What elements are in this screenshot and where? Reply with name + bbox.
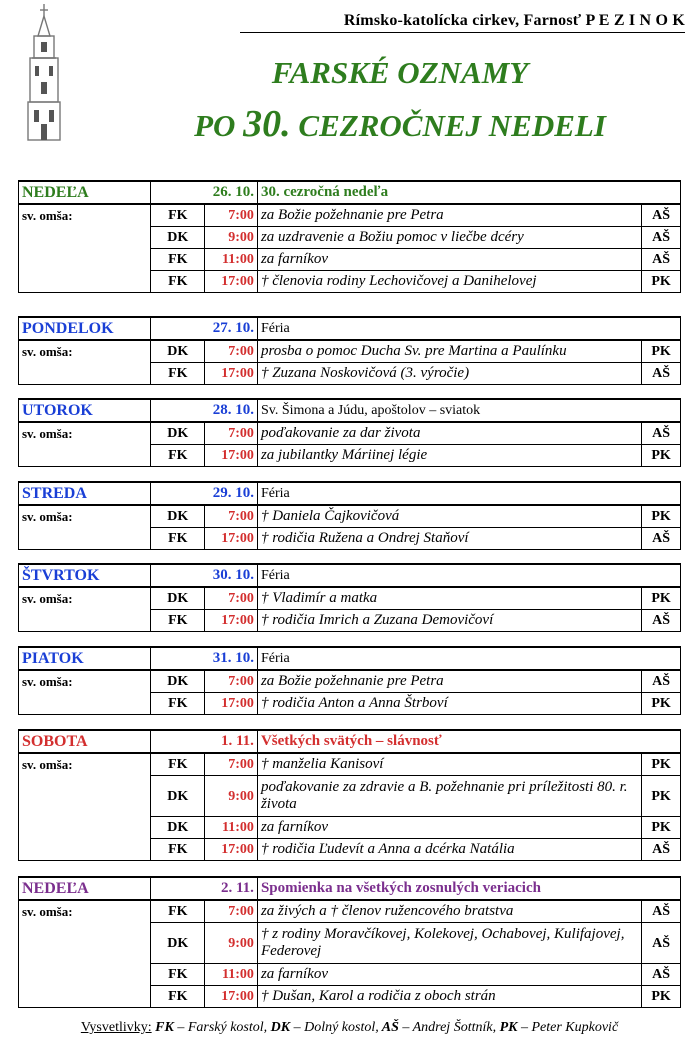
day-block [18,398,681,467]
day-name: PIATOK [19,647,151,670]
mass-church: DK [151,923,205,964]
mass-time: 17:00 [205,610,258,632]
legend-key: AŠ [378,1020,399,1035]
mass-priest: PK [642,340,681,363]
page-header [0,0,700,170]
mass-priest: AŠ [642,204,681,227]
mass-church: DK [151,505,205,528]
day-name: NEDEĽA [19,181,151,204]
mass-intention: za uzdravenie a Božiu pomoc v liečbe dcéry [257,227,641,249]
mass-time: 7:00 [205,422,258,445]
day-feast: Féria [257,317,680,340]
mass-priest: PK [642,505,681,528]
mass-intention: † Vladimír a matka [257,587,641,610]
parish-name: Rímsko-katolícka cirkev, Farnosť P E Z I N O K [240,12,685,33]
mass-row [19,340,681,363]
legend-value: – Farský kostol, [173,1020,268,1035]
mass-time: 7:00 [205,340,258,363]
mass-time: 11:00 [205,817,258,839]
mass-church: FK [151,900,205,923]
mass-intention: † rodičia Ružena a Ondrej Staňoví [257,528,641,550]
day-feast: Féria [257,482,680,505]
mass-intention: † manželia Kanisoví [257,753,641,776]
day-name: SOBOTA [19,730,151,753]
mass-church: FK [151,445,205,467]
mass-church: FK [151,693,205,715]
mass-church: DK [151,587,205,610]
legend-key: FK [155,1020,174,1035]
mass-time: 17:00 [205,839,258,861]
mass-intention: † rodičia Ľudevít a Anna a dcérka Natália [257,839,641,861]
mass-time: 9:00 [205,227,258,249]
mass-intention: za jubilantky Máriinej légie [257,445,641,467]
day-block [18,563,681,632]
mass-church: DK [151,227,205,249]
mass-church: FK [151,964,205,986]
mass-intention: † členovia rodiny Lechovičovej a Danihelovej [257,271,641,293]
mass-church: DK [151,776,205,817]
mass-time: 11:00 [205,964,258,986]
day-name: ŠTVRTOK [19,564,151,587]
mass-intention: † Dušan, Karol a rodičia z oboch strán [257,986,641,1008]
mass-label: sv. omša: [19,753,151,861]
day-block [18,729,681,861]
mass-time: 7:00 [205,670,258,693]
legend-key: PK [496,1020,518,1035]
day-block [18,316,681,385]
mass-label: sv. omša: [19,340,151,385]
day-block [18,180,681,293]
mass-time: 11:00 [205,249,258,271]
mass-label: sv. omša: [19,422,151,467]
mass-church: DK [151,340,205,363]
day-date: 27. 10. [151,317,258,340]
day-feast: Spomienka na všetkých zosnulých veriacich [257,877,680,900]
mass-priest: AŠ [642,964,681,986]
mass-row [19,587,681,610]
day-date: 26. 10. [151,181,258,204]
mass-time: 17:00 [205,445,258,467]
mass-priest: AŠ [642,249,681,271]
mass-church: FK [151,610,205,632]
mass-priest: AŠ [642,670,681,693]
day-block [18,876,681,1008]
mass-label: sv. omša: [19,900,151,1008]
church-tower-logo-icon [14,2,74,142]
mass-church: DK [151,670,205,693]
mass-priest: AŠ [642,363,681,385]
legend-item [496,1020,618,1035]
page-subtitle: PO 30. CEZROČNEJ NEDELI [194,103,606,145]
mass-church: FK [151,753,205,776]
mass-church: DK [151,817,205,839]
mass-priest: AŠ [642,528,681,550]
mass-church: FK [151,528,205,550]
mass-time: 7:00 [205,505,258,528]
mass-intention: poďakovanie za zdravie a B. požehnanie pri príležitosti 80. r. života [257,776,641,817]
mass-church: FK [151,839,205,861]
legend-item [379,1020,496,1035]
mass-intention: † Daniela Čajkovičová [257,505,641,528]
mass-intention: za Božie požehnanie pre Petra [257,204,641,227]
mass-time: 7:00 [205,587,258,610]
legend-label: Vysvetlivky: [80,1020,152,1035]
day-date: 30. 10. [151,564,258,587]
mass-intention: za farníkov [257,964,641,986]
day-feast: 30. cezročná nedeľa [257,181,680,204]
day-date: 1. 11. [151,730,258,753]
mass-time: 17:00 [205,271,258,293]
mass-intention: poďakovanie za dar života [257,422,641,445]
mass-row [19,900,681,923]
day-feast: Sv. Šimona a Júdu, apoštolov – sviatok [257,399,680,422]
mass-priest: PK [642,817,681,839]
mass-intention: † rodičia Anton a Anna Štrboví [257,693,641,715]
mass-church: FK [151,249,205,271]
mass-label: sv. omša: [19,505,151,550]
legend-value: – Dolný kostol, [290,1020,379,1035]
day-feast: Všetkých svätých – slávnosť [257,730,680,753]
mass-time: 9:00 [205,776,258,817]
mass-church: FK [151,986,205,1008]
mass-intention: † Zuzana Noskovičová (3. výročie) [257,363,641,385]
legend-items [155,1020,618,1035]
legend-item [267,1020,379,1035]
mass-intention: † rodičia Imrich a Zuzana Demovičoví [257,610,641,632]
mass-priest: PK [642,271,681,293]
mass-row [19,505,681,528]
mass-row [19,422,681,445]
mass-row [19,753,681,776]
mass-intention: za farníkov [257,249,641,271]
mass-priest: AŠ [642,900,681,923]
mass-priest: PK [642,986,681,1008]
mass-row [19,204,681,227]
mass-time: 9:00 [205,923,258,964]
mass-priest: AŠ [642,422,681,445]
mass-priest: PK [642,445,681,467]
mass-time: 7:00 [205,900,258,923]
mass-row [19,670,681,693]
mass-priest: PK [642,693,681,715]
mass-priest: PK [642,587,681,610]
legend-key: DK [267,1020,291,1035]
mass-time: 17:00 [205,528,258,550]
mass-intention: † z rodiny Moravčíkovej, Kolekovej, Ochabovej, Kulifajovej, Federovej [257,923,641,964]
mass-priest: PK [642,776,681,817]
day-name: PONDELOK [19,317,151,340]
day-feast: Féria [257,564,680,587]
mass-church: FK [151,204,205,227]
day-date: 2. 11. [151,877,258,900]
mass-priest: AŠ [642,923,681,964]
mass-church: FK [151,271,205,293]
legend-item [155,1020,267,1035]
day-date: 31. 10. [151,647,258,670]
day-block [18,481,681,550]
mass-intention: prosba o pomoc Ducha Sv. pre Martina a Paulínku [257,340,641,363]
day-name: STREDA [19,482,151,505]
mass-label: sv. omša: [19,204,151,293]
mass-priest: AŠ [642,610,681,632]
mass-church: FK [151,363,205,385]
mass-priest: AŠ [642,227,681,249]
page-title: FARSKÉ OZNAMY [271,55,529,90]
mass-intention: za Božie požehnanie pre Petra [257,670,641,693]
legend-value: – Andrej Šottník, [398,1020,497,1035]
mass-priest: PK [642,753,681,776]
day-name: NEDEĽA [19,877,151,900]
day-block [18,646,681,715]
legend-value: – Peter Kupkovič [517,1020,619,1035]
mass-time: 7:00 [205,753,258,776]
day-date: 29. 10. [151,482,258,505]
mass-priest: AŠ [642,839,681,861]
mass-label: sv. omša: [19,587,151,632]
mass-label: sv. omša: [19,670,151,715]
day-feast: Féria [257,647,680,670]
mass-intention: za farníkov [257,817,641,839]
mass-time: 17:00 [205,986,258,1008]
day-date: 28. 10. [151,399,258,422]
day-name: UTOROK [19,399,151,422]
mass-time: 17:00 [205,363,258,385]
mass-time: 17:00 [205,693,258,715]
mass-church: DK [151,422,205,445]
mass-time: 7:00 [205,204,258,227]
legend [18,1020,681,1036]
mass-intention: za živých a † členov ružencového bratstva [257,900,641,923]
